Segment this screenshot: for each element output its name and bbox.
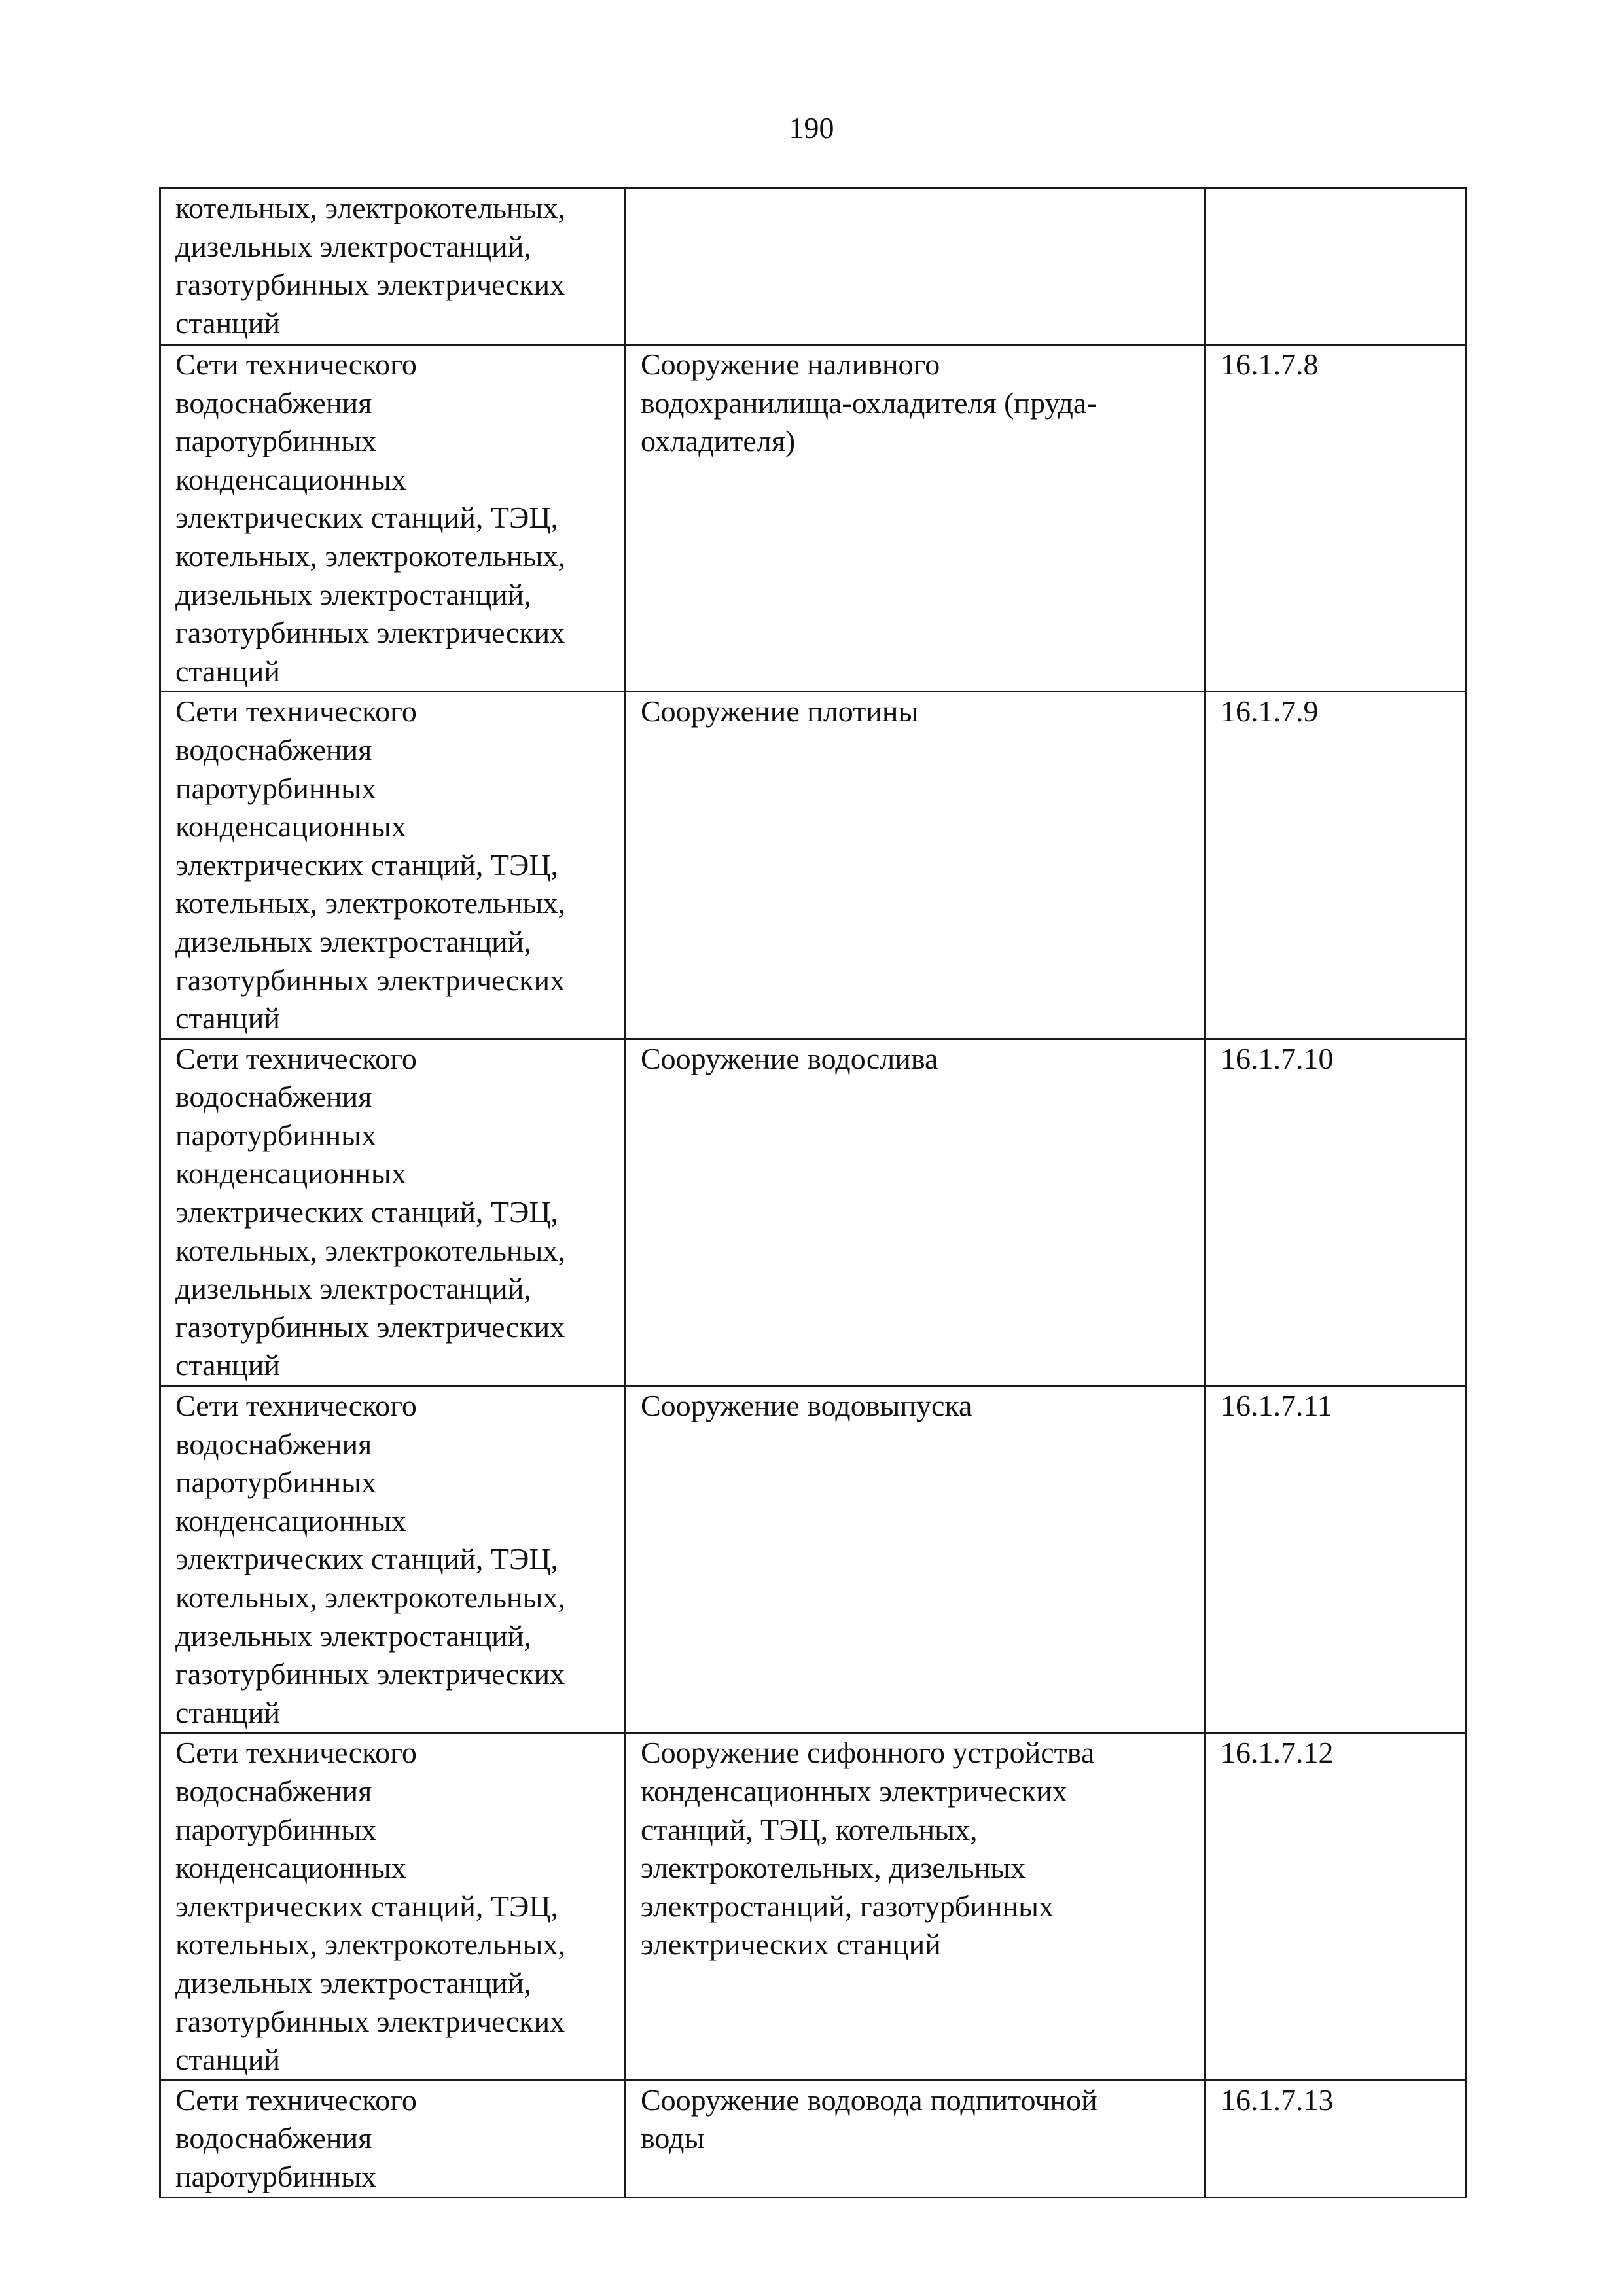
table-row xyxy=(160,1039,1467,1386)
code-cell xyxy=(1205,345,1467,692)
network-text: Сети технического водоснабжения паротурбинных конденсационных электрических станций, ТЭЦ, котельных, электрокотельных, дизельных электростанций, газотурбинных электрических станций xyxy=(175,348,565,688)
table-row xyxy=(160,188,1467,345)
code-text: 16.1.7.13 xyxy=(1221,2083,1334,2117)
structure-cell xyxy=(626,2080,1205,2197)
structure-cell xyxy=(626,692,1205,1039)
code-cell xyxy=(1205,1039,1467,1386)
table-row xyxy=(160,692,1467,1039)
network-cell xyxy=(160,1386,626,1733)
network-cell xyxy=(160,1733,626,2080)
code-cell xyxy=(1205,2080,1467,2197)
structure-text: Сооружение водовыпуска xyxy=(641,1389,972,1423)
network-cell xyxy=(160,345,626,692)
table-row xyxy=(160,345,1467,692)
code-text: 16.1.7.12 xyxy=(1221,1736,1334,1770)
network-text: котельных, электрокотельных, дизельных электростанций, газотурбинных электрических станций xyxy=(175,191,565,340)
document-table xyxy=(159,187,1467,2198)
table-row xyxy=(160,2080,1467,2197)
code-cell xyxy=(1205,1386,1467,1733)
code-cell xyxy=(1205,188,1467,345)
code-text: 16.1.7.11 xyxy=(1221,1389,1332,1423)
table-row xyxy=(160,1386,1467,1733)
page-number: 190 xyxy=(789,111,834,145)
network-text: Сети технического водоснабжения паротурбинных конденсационных электрических станций, ТЭЦ, котельных, электрокотельных, дизельных электростанций, газотурбинных электрических станций xyxy=(175,694,565,1035)
code-cell xyxy=(1205,692,1467,1039)
network-cell xyxy=(160,2080,626,2197)
network-text: Сети технического водоснабжения паротурбинных xyxy=(175,2083,417,2193)
table-row xyxy=(160,1733,1467,2080)
network-cell xyxy=(160,188,626,345)
code-text: 16.1.7.10 xyxy=(1221,1041,1334,1075)
code-cell xyxy=(1205,1733,1467,2080)
structure-cell xyxy=(626,188,1205,345)
structure-text: Сооружение наливного водохранилища-охладителя (пруда- охладителя) xyxy=(641,348,1097,458)
structure-cell xyxy=(626,1039,1205,1386)
structure-cell xyxy=(626,1733,1205,2080)
network-cell xyxy=(160,1039,626,1386)
structure-text: Сооружение сифонного устройства конденсационных электрических станций, ТЭЦ, котельных, электрокотельных, дизельных электростанций, газотурбинных электрических станций xyxy=(641,1736,1095,1962)
network-text: Сети технического водоснабжения паротурбинных конденсационных электрических станций, ТЭЦ, котельных, электрокотельных, дизельных электростанций, газотурбинных электрических станций xyxy=(175,1041,565,1382)
network-text: Сети технического водоснабжения паротурбинных конденсационных электрических станций, ТЭЦ, котельных, электрокотельных, дизельных электростанций, газотурбинных электрических станций xyxy=(175,1736,565,2077)
structure-text: Сооружение водовода подпиточной воды xyxy=(641,2083,1097,2155)
network-text: Сети технического водоснабжения паротурбинных конденсационных электрических станций, ТЭЦ, котельных, электрокотельных, дизельных электростанций, газотурбинных электрических станций xyxy=(175,1389,565,1729)
structure-cell xyxy=(626,345,1205,692)
network-cell xyxy=(160,692,626,1039)
structure-cell xyxy=(626,1386,1205,1733)
code-text: 16.1.7.9 xyxy=(1221,694,1319,728)
code-text: 16.1.7.8 xyxy=(1221,348,1319,381)
structure-text: Сооружение водослива xyxy=(641,1041,938,1075)
structure-text: Сооружение плотины xyxy=(641,694,919,728)
